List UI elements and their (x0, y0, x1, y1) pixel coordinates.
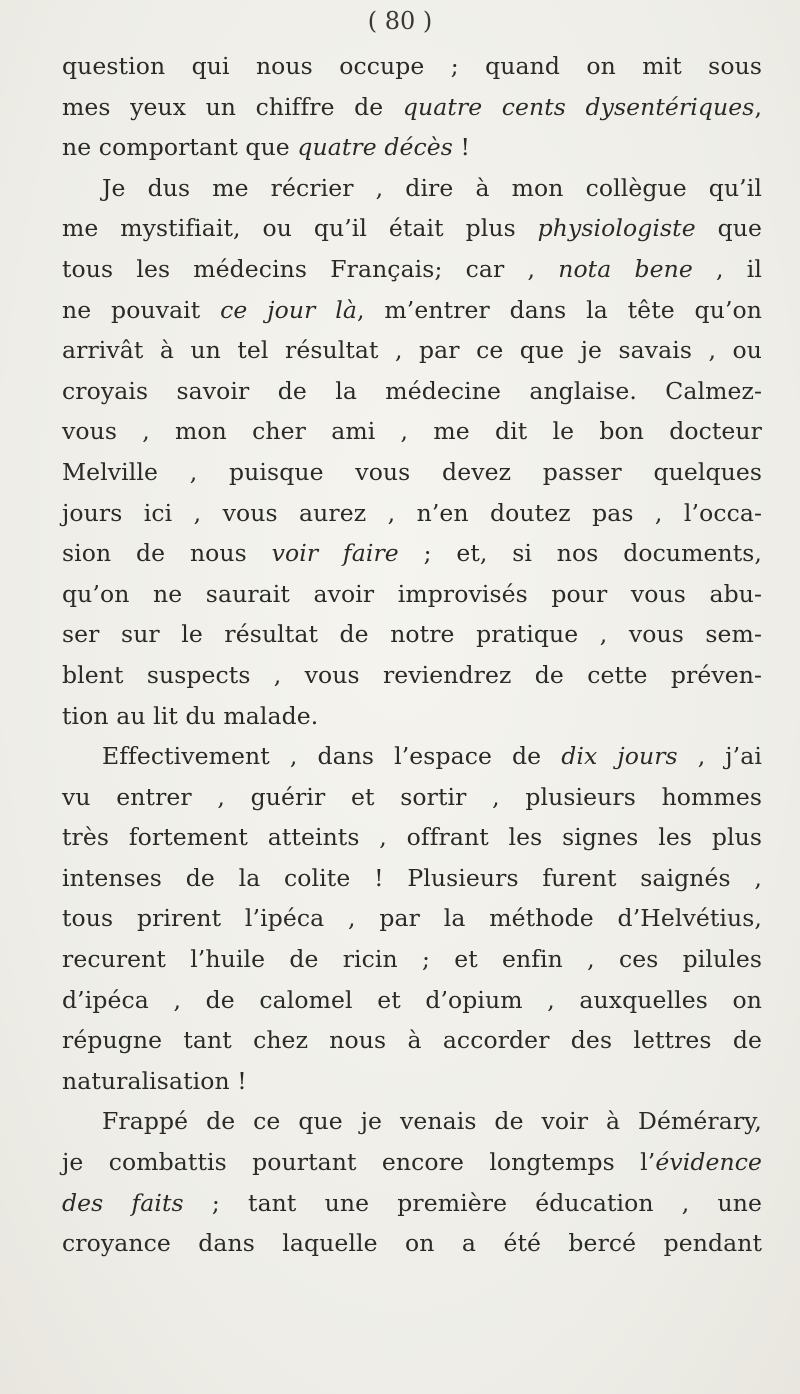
text-line: question qui nous occupe ; quand on mit sous (62, 52, 762, 80)
body-text (62, 46, 762, 1264)
text-line: me mystifiait, ou qu’il était plus physiologiste que (62, 214, 762, 243)
text-line: vu entrer , guérir et sortir , plusieurs hommes (62, 782, 762, 811)
text-line: sion de nous voir faire ; et, si nos documents, (62, 539, 762, 568)
text-line: croyance dans laquelle on a été bercé pendant (62, 1229, 762, 1258)
text-line: naturalisation ! (62, 1066, 247, 1095)
text-line: croyais savoir de la médecine anglaise. Calmez- (62, 376, 762, 405)
text-line: mes yeux un chiffre de quatre cents dysentériques, (62, 92, 763, 121)
text-line: Frappé de ce que je venais de voir à Démérary, (102, 1107, 762, 1136)
text-line: vous , mon cher ami , me dit le bon docteur (62, 417, 762, 446)
text-line: jours ici , vous aurez , n’en doutez pas , l’occa- (62, 498, 762, 527)
text-line: intenses de la colite ! Plusieurs furent saignés , (62, 863, 762, 892)
text-line: des faits ; tant une première éducation , une (62, 1188, 763, 1217)
text-line: tous prirent l’ipéca , par la méthode d’Helvétius, (62, 904, 762, 933)
text-line: d’ipéca , de calomel et d’opium , auxquelles on (62, 985, 762, 1014)
text-line: Effectivement , dans l’espace de dix jours , j’ai (102, 742, 762, 771)
text-line: recurent l’huile de ricin ; et enfin , ces pilules (62, 945, 762, 974)
page-number: ( 80 ) (367, 7, 433, 35)
text-line: ser sur le résultat de notre pratique , vous sem- (62, 620, 762, 649)
text-line: je combattis pourtant encore longtemps l’évidence (62, 1148, 762, 1177)
text-line: très fortement atteints , offrant les signes les plus (62, 823, 762, 852)
text-line: tion au lit du malade. (62, 701, 319, 730)
text-line: ne comportant que quatre décès ! (62, 133, 471, 162)
text-line: Je dus me récrier , dire à mon collègue qu’il (102, 173, 762, 202)
text-line: arrivât à un tel résultat , par ce que je savais , ou (62, 336, 762, 365)
text-line: Melville , puisque vous devez passer quelques (62, 457, 762, 486)
text-line: répugne tant chez nous à accorder des lettres de (62, 1026, 762, 1055)
text-line: blent suspects , vous reviendrez de cette préven- (62, 660, 762, 689)
text-line: tous les médecins Français; car , nota bene , il (62, 254, 762, 283)
text-line: ne pouvait ce jour là, m’entrer dans la tête qu’on (62, 295, 762, 324)
text-line: qu’on ne saurait avoir improvisés pour vous abu- (62, 579, 762, 608)
